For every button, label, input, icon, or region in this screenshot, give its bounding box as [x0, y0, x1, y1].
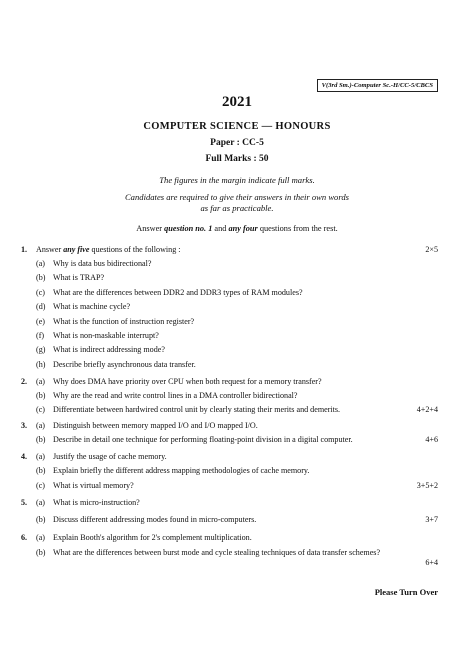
instruction-marks: The figures in the margin indicate full marks.: [159, 175, 315, 185]
question-number: 3.: [21, 421, 28, 430]
question-marks: 2×5: [425, 245, 438, 254]
item-label: (a): [36, 259, 45, 268]
item-text: Why are the read and write control lines in a DMA controller bidirectional?: [53, 391, 298, 400]
item-label: (a): [36, 452, 45, 461]
item-label: (b): [36, 435, 46, 444]
item-label: (a): [36, 498, 45, 507]
item-text: Explain briefly the different address mapping methodologies of cache memory.: [53, 466, 310, 475]
answer-q1: question no. 1: [164, 224, 213, 233]
item-label: (f): [36, 331, 45, 340]
full-marks: Full Marks : 50: [205, 154, 269, 164]
item-text: Describe in detail one technique for performing floating-point division in a digital computer.: [53, 435, 353, 444]
answer-pre: Answer: [136, 224, 165, 233]
question-number: 5.: [21, 498, 28, 507]
instruction-line-1: Candidates are required to give their answers in their own words: [124, 192, 350, 202]
answer-any-four: any four: [228, 224, 258, 233]
instruction-line-2: as far as practicable.: [200, 203, 274, 213]
item-text: What are the differences between burst mode and cycle stealing techniques of data transfer schemes?: [53, 548, 381, 557]
intro-pre: Answer: [36, 245, 64, 254]
item-text: Describe briefly asynchronous data transfer.: [53, 360, 196, 369]
please-turn-over: Please Turn Over: [374, 587, 438, 597]
item-label: (d): [36, 302, 46, 311]
question-number: 2.: [21, 377, 28, 386]
question-marks: 4+2+4: [416, 405, 438, 414]
item-text: Differentiate between hardwired control unit by clearly stating their merits and demerits.: [53, 405, 341, 414]
item-label: (h): [36, 360, 46, 369]
item-text: Discuss different addressing modes found in micro-computers.: [53, 515, 257, 524]
item-text: Why does DMA have priority over CPU when both request for a memory transfer?: [53, 377, 322, 386]
item-text: What are the differences between DDR2 and DDR3 types of RAM modules?: [53, 288, 303, 297]
subject-title: COMPUTER SCIENCE — HONOURS: [143, 121, 331, 132]
item-text: What is the function of instruction register?: [53, 317, 195, 326]
item-label: (a): [36, 377, 45, 386]
item-text: What is micro-instruction?: [53, 498, 140, 507]
question-marks: 4+6: [425, 435, 438, 444]
answer-post: questions from the rest.: [257, 224, 338, 233]
item-label: (b): [36, 515, 46, 524]
question-number: 6.: [21, 533, 28, 542]
item-label: (b): [36, 466, 46, 475]
item-label: (b): [36, 391, 46, 400]
intro-post: questions of the following :: [89, 245, 181, 254]
item-text: What is indirect addressing mode?: [53, 345, 165, 354]
item-text: What is TRAP?: [53, 273, 105, 282]
item-label: (a): [36, 421, 45, 430]
item-text: Explain Booth's algorithm for 2's complement multiplication.: [53, 533, 252, 542]
intro-bold: any five: [63, 245, 90, 254]
item-label: (e): [36, 317, 45, 326]
item-label: (b): [36, 273, 46, 282]
question-intro: [36, 245, 181, 255]
question-marks: 3+7: [425, 515, 438, 524]
question-marks: 6+4: [425, 558, 438, 567]
item-label: (c): [36, 288, 45, 297]
item-label: (c): [36, 481, 45, 490]
item-text: Why is data bus bidirectional?: [53, 259, 152, 268]
item-text: Justify the usage of cache memory.: [53, 452, 167, 461]
answer-mid: and: [212, 224, 229, 233]
item-label: (c): [36, 405, 45, 414]
item-label: (b): [36, 548, 46, 557]
exam-year: 2021: [222, 94, 252, 110]
question-number: 1.: [21, 245, 28, 254]
item-text: What is virtual memory?: [53, 481, 134, 490]
item-text: What is non-maskable interrupt?: [53, 331, 159, 340]
item-text: What is machine cycle?: [53, 302, 131, 311]
paper-code: V(3rd Sm.)-Computer Sc.-H/CC-5/CBCS: [317, 79, 438, 92]
item-label: (g): [36, 345, 46, 354]
question-marks: 3+5+2: [416, 481, 438, 490]
item-text: Distinguish between memory mapped I/O and I/O mapped I/O.: [53, 421, 258, 430]
question-number: 4.: [21, 452, 28, 461]
item-label: (a): [36, 533, 45, 542]
paper-name: Paper : CC-5: [210, 138, 264, 148]
